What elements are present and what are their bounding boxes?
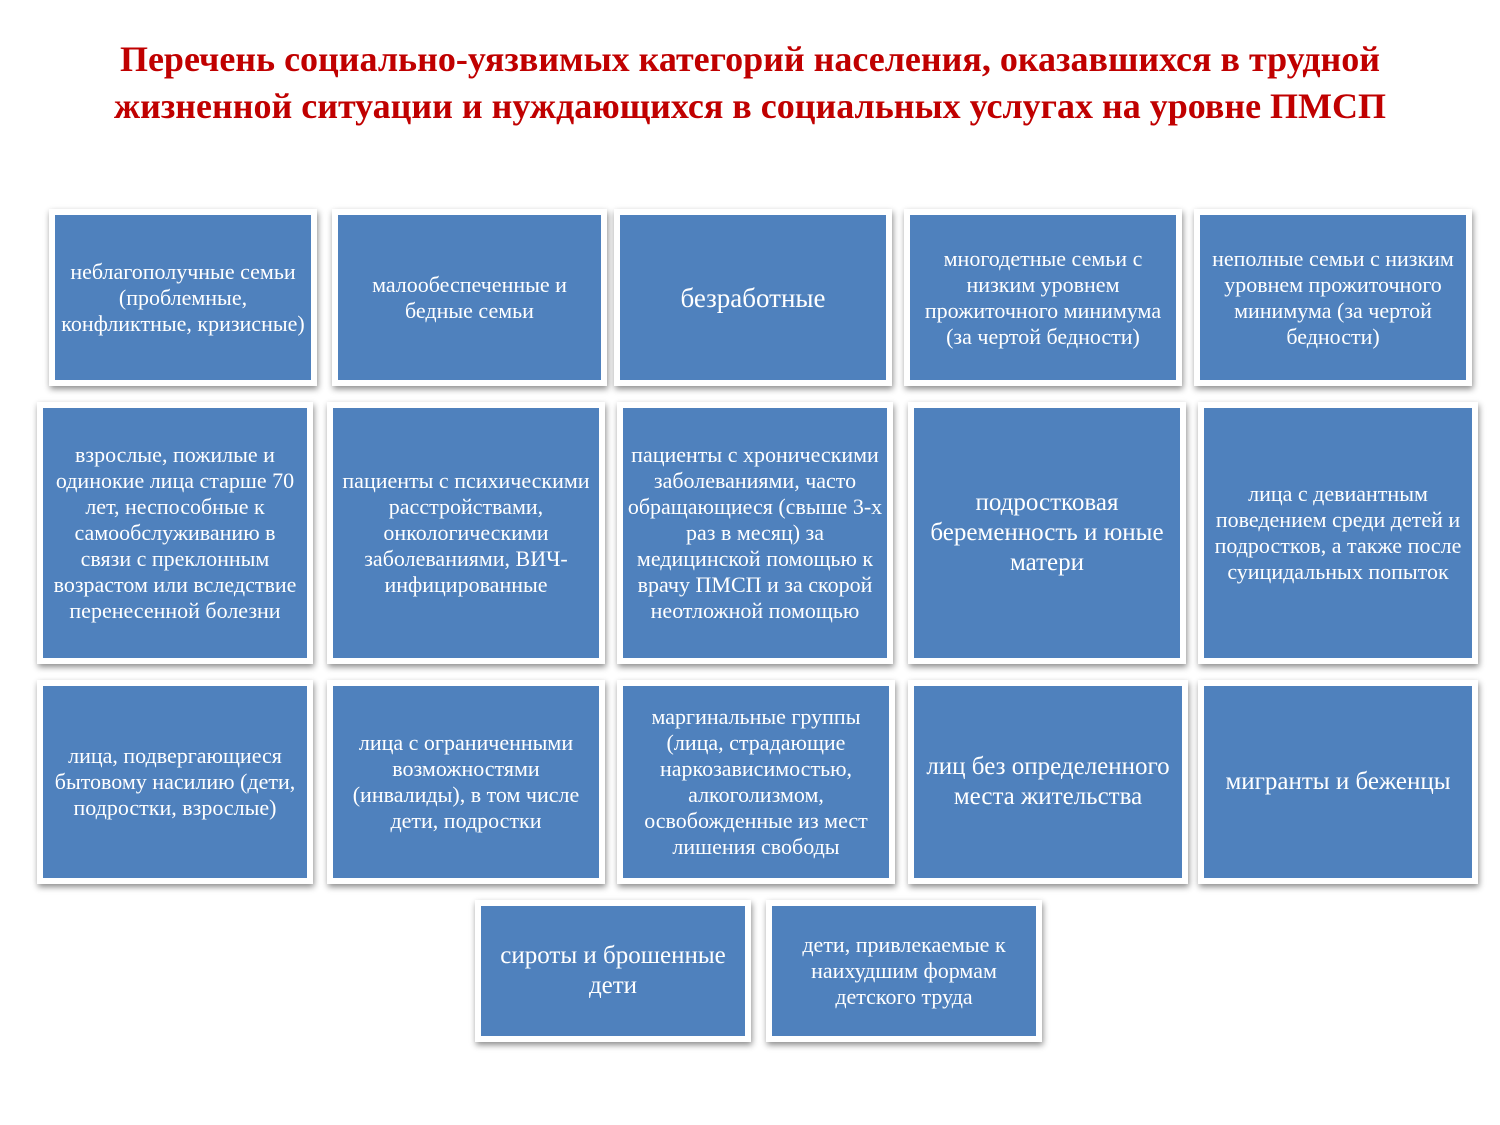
category-label: пациенты с хроническими заболеваниями, часто обращающиеся (свыше 3-х раз в месяц) за медицинской помощью к врачу ПМСП и за скорой неотложной помощью — [627, 442, 883, 623]
category-label: пациенты с психическими расстройствами, онкологическими заболеваниями, ВИЧ-инфицированные — [342, 468, 590, 597]
category-box-single-parent-families — [1194, 209, 1472, 386]
category-label: дети, привлекаемые к наихудшим формам детского труда — [802, 932, 1006, 1009]
category-label: маргинальные группы (лица, страдающие наркозависимостью, алкоголизмом, освобожденные из мест лишения свободы — [644, 704, 868, 859]
category-box-marginal-groups — [617, 680, 895, 884]
category-box-unemployed — [614, 209, 892, 386]
category-label: лица с ограниченными возможностями (инвалиды), в том числе дети, подростки — [352, 730, 580, 833]
category-box-deviant-behavior — [1198, 402, 1478, 664]
category-box-homeless — [908, 680, 1188, 884]
category-box-orphans — [475, 900, 751, 1042]
category-label: неполные семьи с низким уровнем прожиточного минимума (за чертой бедности) — [1212, 245, 1454, 349]
category-label: подростковая беременность и юные матери — [930, 489, 1164, 576]
category-box-chronic-patients — [617, 402, 893, 664]
category-label: неблагополучные семьи (проблемные, конфликтные, кризисные) — [61, 258, 305, 336]
category-label: лица, подвергающиеся бытовому насилию (дети, подростки, взрослые) — [54, 743, 296, 820]
category-box-migrants-refugees — [1198, 680, 1478, 884]
category-label: лица с девиантным поведением среди детей и подростков, а также после суицидальных попыток — [1214, 481, 1462, 584]
category-box-domestic-violence — [37, 680, 313, 884]
category-label: взрослые, пожилые и одинокие лица старше 70 лет, неспособные к самообслуживанию в связи с преклонным возрастом или вследствие перенесенной болезни — [53, 442, 297, 623]
category-label: сироты и брошенные дети — [500, 942, 726, 999]
category-box-large-families — [904, 209, 1182, 386]
category-box-dysfunctional-families — [49, 209, 317, 386]
category-box-mental-oncology-hiv — [327, 402, 605, 664]
category-box-disabled — [327, 680, 605, 884]
category-box-low-income-families — [332, 209, 607, 386]
category-label: многодетные семьи с низким уровнем прожиточного минимума (за чертой бедности) — [924, 245, 1162, 349]
category-label: безработные — [680, 282, 826, 313]
category-box-elderly — [37, 402, 313, 664]
category-label: малообеспеченные и бедные семьи — [372, 271, 567, 323]
page-title: Перечень социально-уязвимых категорий населения, оказавшихся в трудной жизненной ситуации и нуждающихся в социальных услугах на уровне ПМСП — [113, 39, 1387, 126]
category-box-child-labor — [766, 900, 1042, 1042]
category-label: мигранты и беженцы — [1225, 768, 1451, 795]
category-label: лиц без определенного места жительства — [926, 753, 1170, 810]
category-box-teen-pregnancy — [908, 402, 1186, 664]
